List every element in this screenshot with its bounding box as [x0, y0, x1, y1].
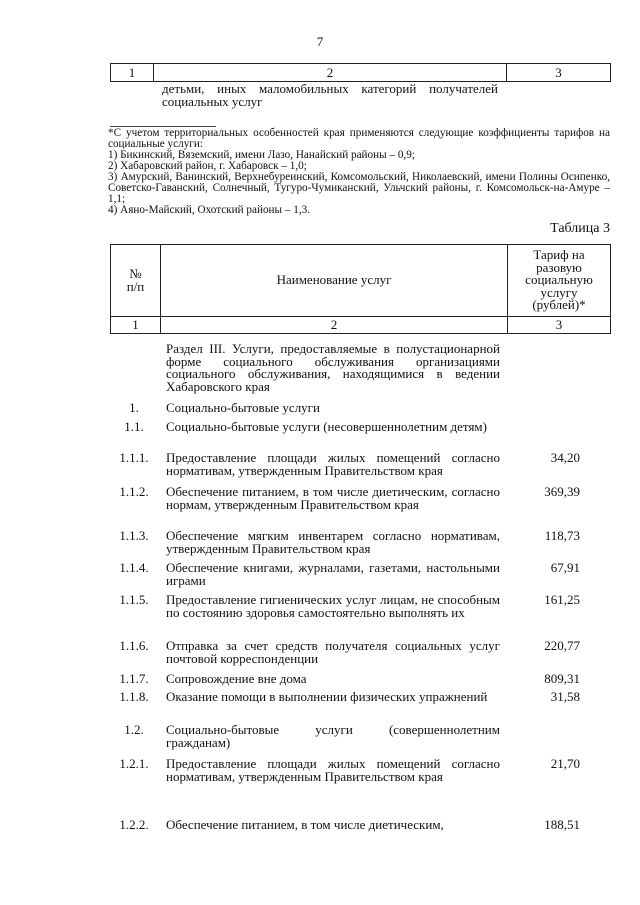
header-col-1: 1: [111, 317, 161, 334]
footnote-item: 3) Амурский, Ванинский, Верхнебуреинский, Комсомольский, Николаевский, имени Полины Осипенко, Советско-Гаванский, Солнечный, Тугуро-Чумиканский, Ульчский районы, г. Комсомольск-на-Амуре – 1,1;: [108, 171, 610, 205]
footnote-item: 2) Хабаровский район, г. Хабаровск – 1,0;: [108, 160, 307, 172]
footnote-item: 4) Аяно-Майский, Охотский районы – 1,3.: [108, 204, 311, 216]
col-1-number: 1: [111, 64, 154, 82]
table-label: Таблица 3: [550, 221, 610, 236]
col-3-number: 3: [507, 64, 611, 82]
footnote: [108, 128, 610, 216]
continuation-text: детьми, иных маломобильных категорий получателей социальных услуг: [162, 81, 498, 109]
header-col-2: 2: [161, 317, 508, 334]
header-col-3: 3: [508, 317, 611, 334]
header-num: № п/п: [111, 245, 161, 317]
header-tariff: Тариф на разовую социальную услугу (рублей)*: [508, 245, 611, 317]
top-column-numbers: [110, 63, 611, 82]
header-name: Наименование услуг: [161, 245, 508, 317]
col-2-number: 2: [154, 64, 507, 82]
page-number: 7: [316, 34, 324, 49]
footnote-intro: *С учетом территориальных особенностей края применяются следующие коэффициенты тарифов на социальные услуги:: [108, 127, 610, 150]
table-3-header: [110, 244, 611, 334]
footnote-item: 1) Бикинский, Вяземский, имени Лазо, Нанайский районы – 0,9;: [108, 149, 415, 161]
